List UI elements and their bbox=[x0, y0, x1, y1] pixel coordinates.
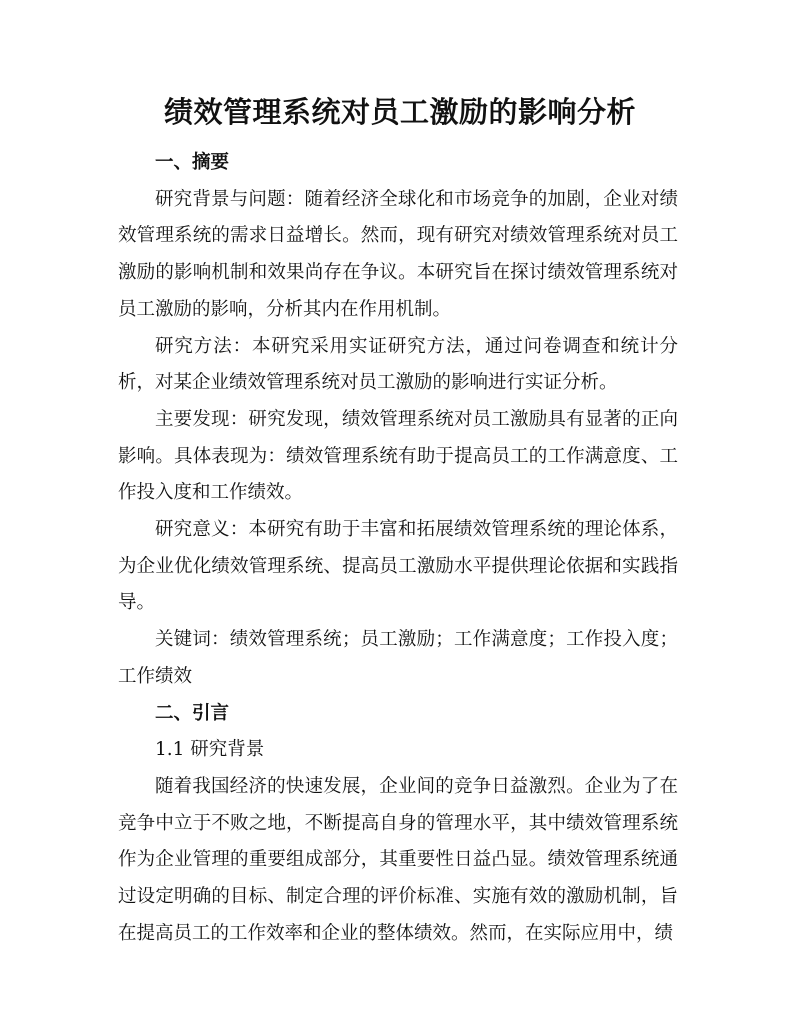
document-title: 绩效管理系统对员工激励的影响分析 bbox=[163, 95, 636, 129]
document-body bbox=[118, 145, 678, 952]
abstract-findings-paragraph: 主要发现：研究发现，绩效管理系统对员工激励具有显著的正向影响。具体表现为：绩效管理系统有助于提高员工的工作满意度、工作投入度和工作绩效。 bbox=[118, 408, 678, 504]
intro-heading: 二、引言 bbox=[155, 702, 230, 724]
intro-background-paragraph: 随着我国经济的快速发展，企业间的竞争日益激烈。企业为了在竞争中立于不败之地，不断提高自身的管理水平，其中绩效管理系统作为企业管理的重要组成部分，其重要性日益凸显。绩效管理系统通过设定明确的目标、制定合理的评价标准、实施有效的激励机制，旨在提高员工的工作效率和企业的整体绩效。然而，在实际应用中，绩 bbox=[118, 775, 678, 944]
keywords-paragraph: 关键词：绩效管理系统；员工激励；工作满意度；工作投入度；工作绩效 bbox=[118, 629, 678, 687]
section-1-1-heading: 1.1 研究背景 bbox=[155, 739, 265, 761]
abstract-method-paragraph: 研究方法：本研究采用实证研究方法，通过问卷调查和统计分析，对某企业绩效管理系统对员工激励的影响进行实证分析。 bbox=[118, 335, 678, 394]
abstract-significance-paragraph: 研究意义：本研究有助于丰富和拓展绩效管理系统的理论体系，为企业优化绩效管理系统、提高员工激励水平提供理论依据和实践指导。 bbox=[118, 519, 678, 614]
abstract-heading: 一、摘要 bbox=[155, 152, 230, 173]
abstract-background-paragraph: 研究背景与问题：随着经济全球化和市场竞争的加剧，企业对绩效管理系统的需求日益增长。然而，现有研究对绩效管理系统对员工激励的影响机制和效果尚存在争议。本研究旨在探讨绩效管理系统对员工激励的影响，分析其内在作用机制。 bbox=[118, 188, 678, 320]
